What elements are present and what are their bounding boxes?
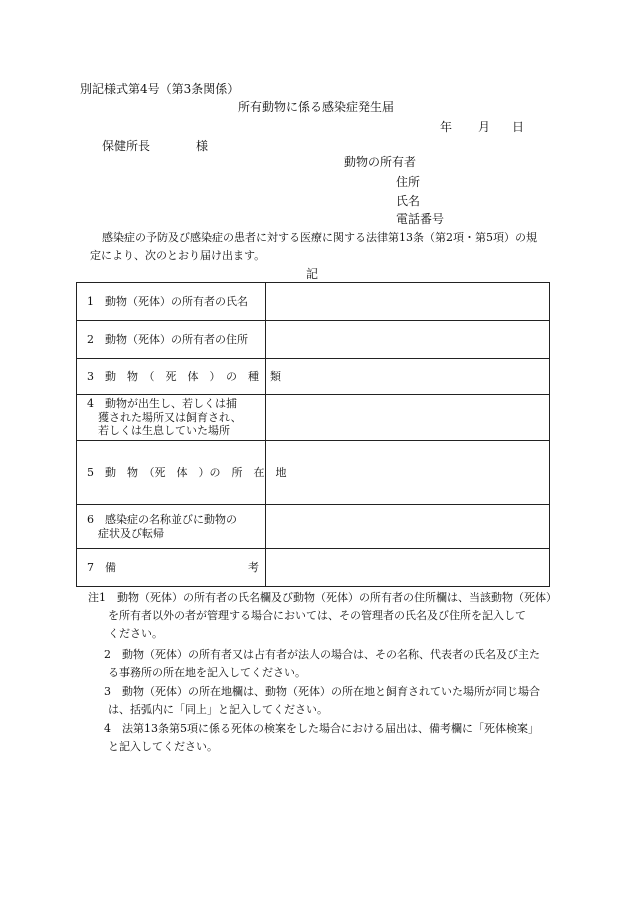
page-title: 所有動物に係る感染症発生届 [238, 100, 395, 114]
row-2-label: 2 動物（死体）の所有者の住所 [77, 321, 266, 359]
table-row [77, 505, 550, 549]
row-7-value[interactable] [266, 549, 550, 587]
note-1-line-1: 注1 動物（死体）の所有者の氏名欄及び動物（死体）の所有者の住所欄は、当該動物（死体） [88, 591, 557, 604]
intro-line-1: 感染症の予防及び感染症の患者に対する医療に関する法律第13条（第2項・第5項）の規 [102, 231, 537, 244]
row-6-value[interactable] [266, 505, 550, 549]
owner-address-label: 住所 [396, 175, 421, 189]
note-3-line-2: は、括弧内に「同上」と記入してください。 [108, 703, 328, 716]
addressee-honorific: 様 [196, 139, 209, 153]
row-7-label [77, 549, 266, 587]
row-4-label: 4 動物が出生し、若しくは捕 獲された場所又は飼育され、 若しくは生息していた場所 [77, 395, 266, 441]
ki-heading: 記 [306, 267, 319, 281]
intro-line-2: 定により、次のとおり届け出ます。 [90, 249, 266, 262]
note-3-line-1: 3 動物（死体）の所在地欄は、動物（死体）の所在地と飼育されていた場所が同じ場合 [104, 685, 540, 698]
owner-name-label: 氏名 [396, 194, 421, 208]
date-year: 年 [440, 120, 453, 134]
row-7-label-left: 7 備 [87, 560, 116, 574]
report-form-table [76, 282, 550, 587]
note-4-line-2: と記入してください。 [108, 740, 218, 753]
row-5-value[interactable] [266, 441, 550, 505]
owner-phone-label: 電話番号 [396, 212, 445, 226]
addressee-office: 保健所長 [102, 139, 151, 153]
table-row [77, 359, 550, 395]
row-7-label-right: 考 [248, 560, 259, 574]
table-row [77, 321, 550, 359]
table-row [77, 395, 550, 441]
form-number: 別記様式第4号（第3条関係） [80, 82, 240, 96]
row-1-label: 1 動物（死体）の所有者の氏名 [77, 283, 266, 321]
row-5-label: 5 動 物 （死 体 ）の 所 在 地 [77, 441, 266, 505]
date-month: 月 [478, 120, 491, 134]
note-1-line-2: を所有者以外の者が管理する場合においては、その管理者の氏名及び住所を記入して [108, 609, 526, 622]
note-4-line-1: 4 法第13条第5項に係る死体の検案をした場合における届出は、備考欄に「死体検案」 [104, 722, 539, 735]
row-6-label: 6 感染症の名称並びに動物の 症状及び転帰 [77, 505, 266, 549]
table-row [77, 549, 550, 587]
row-1-value[interactable] [266, 283, 550, 321]
note-2-line-2: る事務所の所在地を記入してください。 [108, 666, 306, 679]
row-4-value[interactable] [266, 395, 550, 441]
row-3-value[interactable] [266, 359, 550, 395]
note-2-line-1: 2 動物（死体）の所有者又は占有者が法人の場合は、その名称、代表者の氏名及び主た [104, 648, 540, 661]
table-row [77, 283, 550, 321]
owner-heading: 動物の所有者 [344, 155, 417, 169]
row-2-value[interactable] [266, 321, 550, 359]
date-day: 日 [512, 120, 525, 134]
table-row [77, 441, 550, 505]
note-1-line-3: ください。 [108, 627, 163, 640]
row-3-label: 3 動 物 （ 死 体 ） の 種 類 [77, 359, 266, 395]
